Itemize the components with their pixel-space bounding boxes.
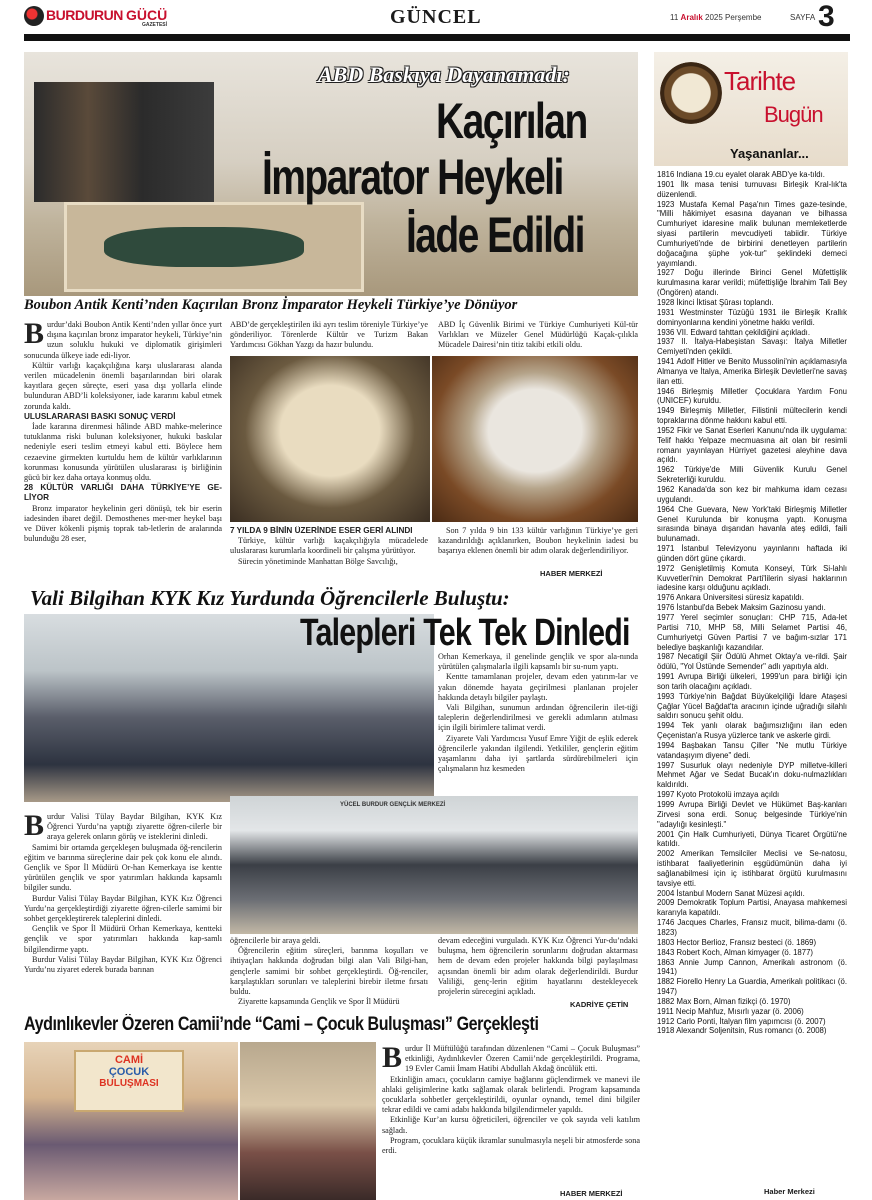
- timeline-entry: 1949 Birleşmiş Milletler, Filistinli mültecilerin kendi topraklarına dönme hakkını kabul etti.: [657, 406, 847, 426]
- subheading: 7 YILDA 9 BİNİN ÜZERİNDE ESER GERİ ALINDI: [230, 526, 413, 535]
- timeline-entry: 2001 Çin Halk Cumhuriyeti, Dünya Ticaret Örgütü'ne katıldı.: [657, 829, 847, 849]
- logo-icon: [24, 6, 44, 26]
- header-rule: [24, 34, 850, 41]
- sign-text: YÜCEL BURDUR GENÇLİK MERKEZİ: [340, 802, 446, 808]
- timeline-entry: 2002 Amerikan Temsilciler Meclisi ve Se-natosu, istihbarat faaliyetlerinin eşgüdümünün daha iyi sağlanabilmesi için iç istihbarat örgütü kurulmasını tavsiye etti.: [657, 849, 847, 888]
- timeline-entry: 1803 Hector Berlioz, Fransız besteci (ö. 1869): [657, 937, 817, 947]
- second-kicker: Vali Bilgihan KYK Kız Yurdunda Öğrencilerle Buluştu:: [30, 586, 510, 610]
- second-byline: KADRİYE ÇETİN: [570, 1000, 629, 1009]
- paragraph: Etkinliğin amacı, çocukların camiye bağlarını güçlendirmek ve manevi ile ahlaki gelişimlerine katkı sağlamak olarak belirlendi. Program kapsamında çocuklarla sohbetler gerçekleştirildi, oyunlar oynandı, temel dini bilgiler tekrar edildi ve cami adabı hakkında bilgilendirmeler yapıldı.: [382, 1074, 640, 1115]
- timeline-entry: 1941 Adolf Hitler ve Benito Mussolini'nin açıklamasıyla Almanya ve İtalya, Amerika Birleşik Devletleri'ne savaş ilan etti.: [657, 357, 847, 386]
- timeline-entry: 1843 Robert Koch, Alman kimyager (ö. 1877): [657, 947, 814, 957]
- paragraph: Burdur Valisi Tülay Baydar Bilgihan, KYK Kız Öğrenci Yurdu’nu ziyaret ederek burada barınan: [24, 954, 222, 975]
- lead-headline-2: İmparator Heykeli: [262, 149, 563, 205]
- banner-line: BULUŞMASI: [99, 1078, 159, 1089]
- timeline-entry: 1971 İstanbul Televizyonu yayınlarını haftada iki günden dört güne çıkardı.: [657, 544, 847, 563]
- timeline-entry: 1962 Türkiye'de Milli Güvenlik Kurulu Genel Sekreterliği kuruldu.: [657, 465, 847, 485]
- timeline-entry: 1882 Fiorello Henry La Guardia, Amerikalı politikacı (ö. 1947): [657, 977, 847, 997]
- paragraph: Samimi bir ortamda gerçekleşen buluşmada öğ-rencilerin eğitim ve barınma süreçlerine dair pek çok konu ele alındı. Gençlik ve Spor İl Müdürü Or-han Kemerkaya ise kentte yürütülen gençlik ve spor yatırımları hakkında kapsamlı bilgiler sundu.: [24, 842, 222, 893]
- timeline-entry: 1987 Necatigil Şiir Ödülü Ahmet Oktay'a ve-rildi. Şair ödülü, "Yol Üstünde Semender" adlı yapıtıyla aldı.: [657, 652, 847, 672]
- timeline-entry: 1999 Avrupa Birliği Devlet ve Hükümet Baş-kanları Zirvesi sona erdi. Sonuç belgesinde Türkiye'nin "adaylığı kesinleşti.": [657, 800, 847, 829]
- lead-column-2-bottom: [230, 526, 428, 580]
- third-byline: HABER MERKEZİ: [560, 1189, 623, 1198]
- second-column-3: [438, 936, 638, 1000]
- paragraph: Ziyarete Vali Yardımcısı Yusuf Emre Yiğit de eşlik ederek öğrencilerle yakından ilgilendi. Yetkililer, gençlerin eğitim yaşamlarını daha iyi şartlarda sürdürebilmeleri için çalışmaların hız kesmeden: [438, 733, 638, 774]
- timeline-entry: 1964 Che Guevara, New York'taki Birleşmiş Milletler Genel Kurulunda bir konuşma yaptı. Konuşma sırasında binaya dışarıdan havanla ateş edildi, faili bulunamadı.: [657, 504, 847, 544]
- sidebar-title-1: Tarihte: [724, 66, 796, 96]
- lead-column-3-bottom: [438, 526, 638, 570]
- timeline-entry: 1952 Fikir ve Sanat Eserleri Kanunu'nda ilk uygulama: Telif hakkı Yelpaze mecmuasına ait olan bir resimli romanı yayınlayan Hürriyet gazetesi aleyhine dava açıldı.: [657, 425, 847, 465]
- banner-line: ÇOCUK: [108, 1066, 150, 1078]
- timeline-entry: 1816 Indiana 19.cu eyalet olarak ABD'ye ka-tıldı.: [657, 170, 825, 179]
- third-photo-children: [24, 1042, 238, 1200]
- page-label: SAYFA: [790, 13, 816, 22]
- timeline-entry: 1962 Kanada'da son kez bir mahkuma idam cezası uygulandı.: [657, 485, 847, 504]
- paragraph: Orhan Kemerkaya, il genelinde gençlik ve spor ala-nında yürütülen çalışmalarla ilgili kapsamlı bir su-num yaptı.: [438, 652, 638, 672]
- timeline-entry: 1901 İlk masa tenisi turnuvası Birleşik Kral-lık'ta düzenlendi.: [657, 179, 847, 199]
- lead-column-1: [24, 320, 222, 578]
- sidebar-subtitle: Yaşananlar...: [730, 146, 809, 161]
- timeline-list: [657, 170, 847, 1196]
- timeline-entry: 1976 Ankara Üniversitesi süresiz kapatıldı.: [657, 593, 804, 603]
- timeline-entry: 1994 Tek yanlı olarak bağımsızlığını ilan eden Çeçenistan'a Rusya yüzlerce tank ve askerle girdi.: [657, 721, 847, 741]
- issue-date: 11 Aralık 2025 Perşembe: [670, 13, 762, 22]
- lead-kicker: ABD Baskıya Dayanamadı:: [318, 62, 570, 87]
- timeline-entry: 1746 Jacques Charles, Fransız mucit, bilima-damı (ö. 1823): [657, 918, 847, 937]
- section-title: GÜNCEL: [390, 6, 482, 28]
- paragraph: Gençlik ve Spor İl Müdürü Orhan Kemerkaya, kentteki gençlik ve spor yatırımları hakkında kap-samlı bilgilendirme yaptı.: [24, 924, 222, 954]
- timeline-entry: 1918 Alexandr Soljenitsin, Rus romancı (ö. 2008): [657, 1026, 827, 1036]
- timeline-entry: 1946 Birleşmiş Milletler Çocuklara Yardım Fonu (UNICEF) kuruldu.: [657, 386, 847, 406]
- timeline-entry: 2004 İstanbul Modern Sanat Müzesi açıldı.: [657, 888, 805, 898]
- artifact-photo-angel: [230, 356, 430, 522]
- timeline-entry: 1936 VII. Edward tahttan çekildiğini açıkladı.: [657, 327, 810, 337]
- timeline-entry: 1991 Avrupa Birliği ülkeleri, 1999'un para birliği için son tarih olacağını açıkladı.: [657, 672, 847, 691]
- timeline-entry: 1863 Annie Jump Cannon, Amerikalı astronom (ö. 1941): [657, 957, 847, 977]
- timeline-entry: 1972 Genişletilmiş Komuta Konseyi, Türk Si-lahlı Kuvvetleri'nin Demokrat Parti'lilerin siyasi haklarının iadesine karşı olduğunu açıkladı.: [657, 563, 847, 593]
- drop-cap: B: [382, 1044, 403, 1074]
- banner: [74, 1050, 184, 1112]
- second-headline: Talepleri Tek Tek Dinledi: [300, 612, 630, 654]
- paragraph: urdur Valisi Tülay Baydar Bilgihan, KYK Kız Öğrenci Yurdu’na yaptığı ziyarette öğren-cilerle bir araya gelerek onların görüş ve isteklerini dinledi.: [47, 812, 222, 842]
- timeline-entry: 1927 Doğu illerinde Birinci Genel Müfettişlik kurulmasına karar verildi; müfettişliğe İbrahim Tali Bey (Öngören) atandı.: [657, 268, 847, 298]
- timeline-entry: 1993 Türkiye'nin Bağdat Büyükelçiliği İdare Ataşesi Çağlar Yücel Bağdat'ta aracının içinde uğradığı silahlı saldırı sonucu şehit oldu.: [657, 691, 847, 721]
- third-text: [382, 1044, 640, 1190]
- paragraph: Program, çocuklara küçük ikramlar sunulmasıyla neşeli bir atmosferde sona erdi.: [382, 1135, 640, 1156]
- timeline-entry: 1994 Başbakan Tansu Çiller "Ne mutlu Türkiye vatandaşıyım diyene" dedi.: [657, 740, 847, 760]
- paragraph: urdur İl Müftülüğü tarafından düzenlenen “Cami – Çocuk Buluşması” etkinliği, Aydınlıkevler Özeren Camii’nde gerçekleştirildi. Programa, 19 Evler Camii İmam Hatibi Abdullah Akdağ öncülük etti.: [405, 1044, 640, 1074]
- second-column-2: [230, 936, 428, 1006]
- second-right-column: [438, 652, 638, 792]
- timeline-entry: 1977 Yerel seçimler sonuçları: CHP 715, Ada-let Partisi 710, MHP 58, Milli Selamet Partisi 46, Cumhuriyetçi Güven Partisi 7 ve bağım-sızlar 171 belediye başkanlığı kazandılar.: [657, 612, 847, 652]
- timeline-entry: 1882 Max Born, Alman fizikçi (ö. 1970): [657, 996, 791, 1006]
- clock-icon: [660, 62, 722, 124]
- subheading: 28 KÜLTÜR VARLIĞI DAHA TÜRKİYE’YE GE-LİYOR: [24, 483, 222, 503]
- paragraph: Burdur Valisi Tülay Baydar Bilgihan, KYK Kız Öğrenci Yurdu’na gerçekleştirdiği ziyarette öğren-cilerle samimi bir sohbet gerçekleştirerek taleplerini dinledi.: [24, 893, 222, 924]
- paragraph: ABD’de gerçekleştirilen iki ayrı teslim töreniyle Türkiye’ye gönderiliyor. Törenlerde Kültür ve Turizm Bakan Yardımcısı Gökhan Yazgı da hazır bulundu.: [230, 320, 428, 350]
- lead-headline-1: Kaçırılan: [436, 93, 587, 149]
- drop-cap: B: [24, 320, 45, 350]
- timeline-entry: 1997 Kyoto Protokolü imzaya açıldı: [657, 790, 780, 800]
- logo-sub: GAZETESİ: [142, 22, 168, 28]
- subheading: ULUSLARARASI BASKI SONUÇ VERDİ: [24, 411, 176, 421]
- paragraph: Vali Bilgihan, sunumun ardından öğrencilerin ilet-tiği taleplerin değerlendirilmesi ve gerekli adımların atılması için ilgili birimlere talimat verdi.: [438, 703, 638, 733]
- sidebar-byline: Haber Merkezi: [764, 1187, 815, 1196]
- logo-text: BURDURUN: [46, 7, 123, 23]
- artifact-photo-head: [432, 356, 638, 522]
- paragraph: İade kararına direnmesi hâlinde ABD mahke-melerince tutuklanma riski bulunan koleksiyoner, hukuki baskılar nedeniyle eseri teslim etmeyi kabul etti. Böylece hem cezaevine girmekten kurtuldu hem de kültür varlıklarının korunması konusunda yürütülen uluslararası iş birliğinin gücü bir kez daha ortaya konmuş oldu.: [24, 422, 222, 483]
- timeline-entry: 2009 Demokratik Toplum Partisi, Anayasa mahkemesi kararıyla kapatıldı.: [657, 898, 847, 918]
- lead-column-2-top: [230, 320, 428, 354]
- timeline-entry: 1976 İstanbul'da Bebek Maksim Gazinosu yandı.: [657, 603, 826, 613]
- masthead: [24, 4, 174, 30]
- paragraph: Ziyarette kapsamında Gençlik ve Spor İl Müdürü: [238, 997, 400, 1006]
- paragraph: öğrencilerle bir araya geldi.: [230, 936, 321, 945]
- paragraph: Etkinliğe Kur’an kursu öğreticileri, öğrenciler ve çok sayıda veli katılım sağladı.: [382, 1115, 640, 1135]
- timeline-entry: 1911 Necip Mahfuz, Mısırlı yazar (ö. 2006): [657, 1006, 804, 1016]
- paragraph: Türkiye, kültür varlığı kaçakçılığıyla mücadelede uluslararası kurumlarla koordineli bir çalışma yürütüyor.: [230, 536, 428, 556]
- paragraph: Son 7 yılda 9 bin 133 kültür varlığının Türkiye’ye geri kazandırıldığı açıklanırken, Boubon heykelinin iadesi bu başarıya eklenen önemli bir adım olarak değerlendiriliyor.: [438, 526, 638, 556]
- logo-accent: GÜCÜ: [126, 7, 168, 23]
- lead-subhead: Boubon Antik Kenti’nden Kaçırılan Bronz İmparator Heykeli Türkiye’ye Dönüyor: [24, 297, 518, 313]
- timeline-entry: 1923 Mustafa Kemal Paşa'nın Times gaze-tesinde, "Milli hâkimiyet esasına dayanan ve bilhassa Cumhuriyet idaresine malik bulunan memleketlerde siyasi partilerin mevcudiyeti tabiidir. Türkiye Cumhuriyeti'nde de birbirini denetleyen partilerin doğacağına şüphe yok-tur" şeklindeki demeci yayımlandı.: [657, 199, 847, 268]
- timeline-entry: 1928 İkinci İktisat Şûrası toplandı.: [657, 297, 774, 307]
- timeline-entry: 1931 Westminster Tüzüğü 1931 ile Birleşik Krallık dominyonlarına kendini yönetme hakkı verildi.: [657, 307, 847, 327]
- paragraph: Öğrencilerin eğitim süreçleri, barınma koşulları ve ihtiyaçları hakkında doğrudan bilgi alan Vali Bilgi-han, gençlerle samimi bir sohbet gerçekleştirdi. Öğ-renciler, karşılaştıkları sorunları ve taleplerini birebir iletme fırsatı buldu.: [230, 946, 428, 997]
- paragraph: ABD İç Güvenlik Birimi ve Türkiye Cumhuriyeti Kül-tür Varlıkları ve Müzeler Genel Müdürlüğü Kaçak-çılıkla Mücadele Dairesi’nin titiz takibi etkili oldu.: [438, 320, 638, 350]
- timeline-entry: 1912 Carlo Ponti, İtalyan film yapımcısı (ö. 2007): [657, 1016, 826, 1026]
- second-photo-meeting: [230, 796, 638, 934]
- drop-cap: B: [24, 812, 45, 842]
- paragraph: Bronz imparator heykelinin geri dönüşü, tek bir eserin iadesinden ibaret değil. Demosthenes mer-mer heykel başı ve Düver kökenli pişmiş toprak tab-letlerin de aralarında bulunduğu 28 eser,: [24, 503, 222, 544]
- page-number: 3: [818, 0, 835, 33]
- paragraph: Kültür varlığı kaçakçılığına karşı uluslararası alanda verilen mücadelenin önemli başarılarından biri olarak kayıtlara geçen süreçte, eseri yasa dışı yollarla elinde bulunduran ABD’li koleksiyoner, iade kararını kabul etmek zorunda kaldı.: [24, 360, 222, 411]
- timeline-entry: 1997 Susurluk olayı nedeniyle DYP milletve-killeri Mehmet Ağar ve Sedat Bucak'ın doku-nulmazlıkları kaldırıldı.: [657, 760, 847, 790]
- paragraph: Sürecin yönetiminde Manhattan Bölge Savcılığı,: [238, 556, 398, 566]
- sidebar-header: [654, 52, 848, 166]
- sidebar-title-2: Bugün: [764, 102, 823, 127]
- lead-headline-3: İade Edildi: [406, 207, 584, 263]
- third-headline: Aydınlıkevler Özeren Camii’nde “Cami – Çocuk Buluşması” Gerçekleşti: [24, 1014, 539, 1035]
- paragraph: devam edeceğini vurguladı. KYK Kız Öğrenci Yur-du’ndaki buluşma, hem öğrencilerin sorunlarını doğrudan aktarması hem de devam eden projeler hakkında bilgi paylaşılması açısından önemli bir adım olarak değerlendirildi. Burdur Valiliği, genç-lerin eğitim hayatlarını destekleyecek projelerin sürecegini açıkladı.: [438, 936, 638, 997]
- banner-line: CAMİ: [114, 1054, 144, 1066]
- lead-column-3-top: [438, 320, 638, 354]
- timeline-entry: 1937 II. İtalya-Habeşistan Savaşı: İtalya Milletler Cemiyeti'nden çekildi.: [657, 337, 847, 357]
- paragraph: urdur’daki Boubon Antik Kenti’nden yıllar önce yurt dışına kaçırılan bronz imparator heykeli, Türkiye’nin uzun soluklu hukuki ve diplomatik girişimleri sonucunda ülkeye iade edi-liyor.: [24, 320, 222, 360]
- paragraph: Kentte tamamlanan projeler, devam eden yatırım-lar ve yakın dönemde hayata geçirilmesi planlanan projeler hakkında detaylı bilgiler paylaştı.: [438, 672, 638, 702]
- lead-byline: HABER MERKEZİ: [540, 569, 603, 578]
- third-photo-mosque: [240, 1042, 376, 1200]
- second-column-1: [24, 812, 222, 1006]
